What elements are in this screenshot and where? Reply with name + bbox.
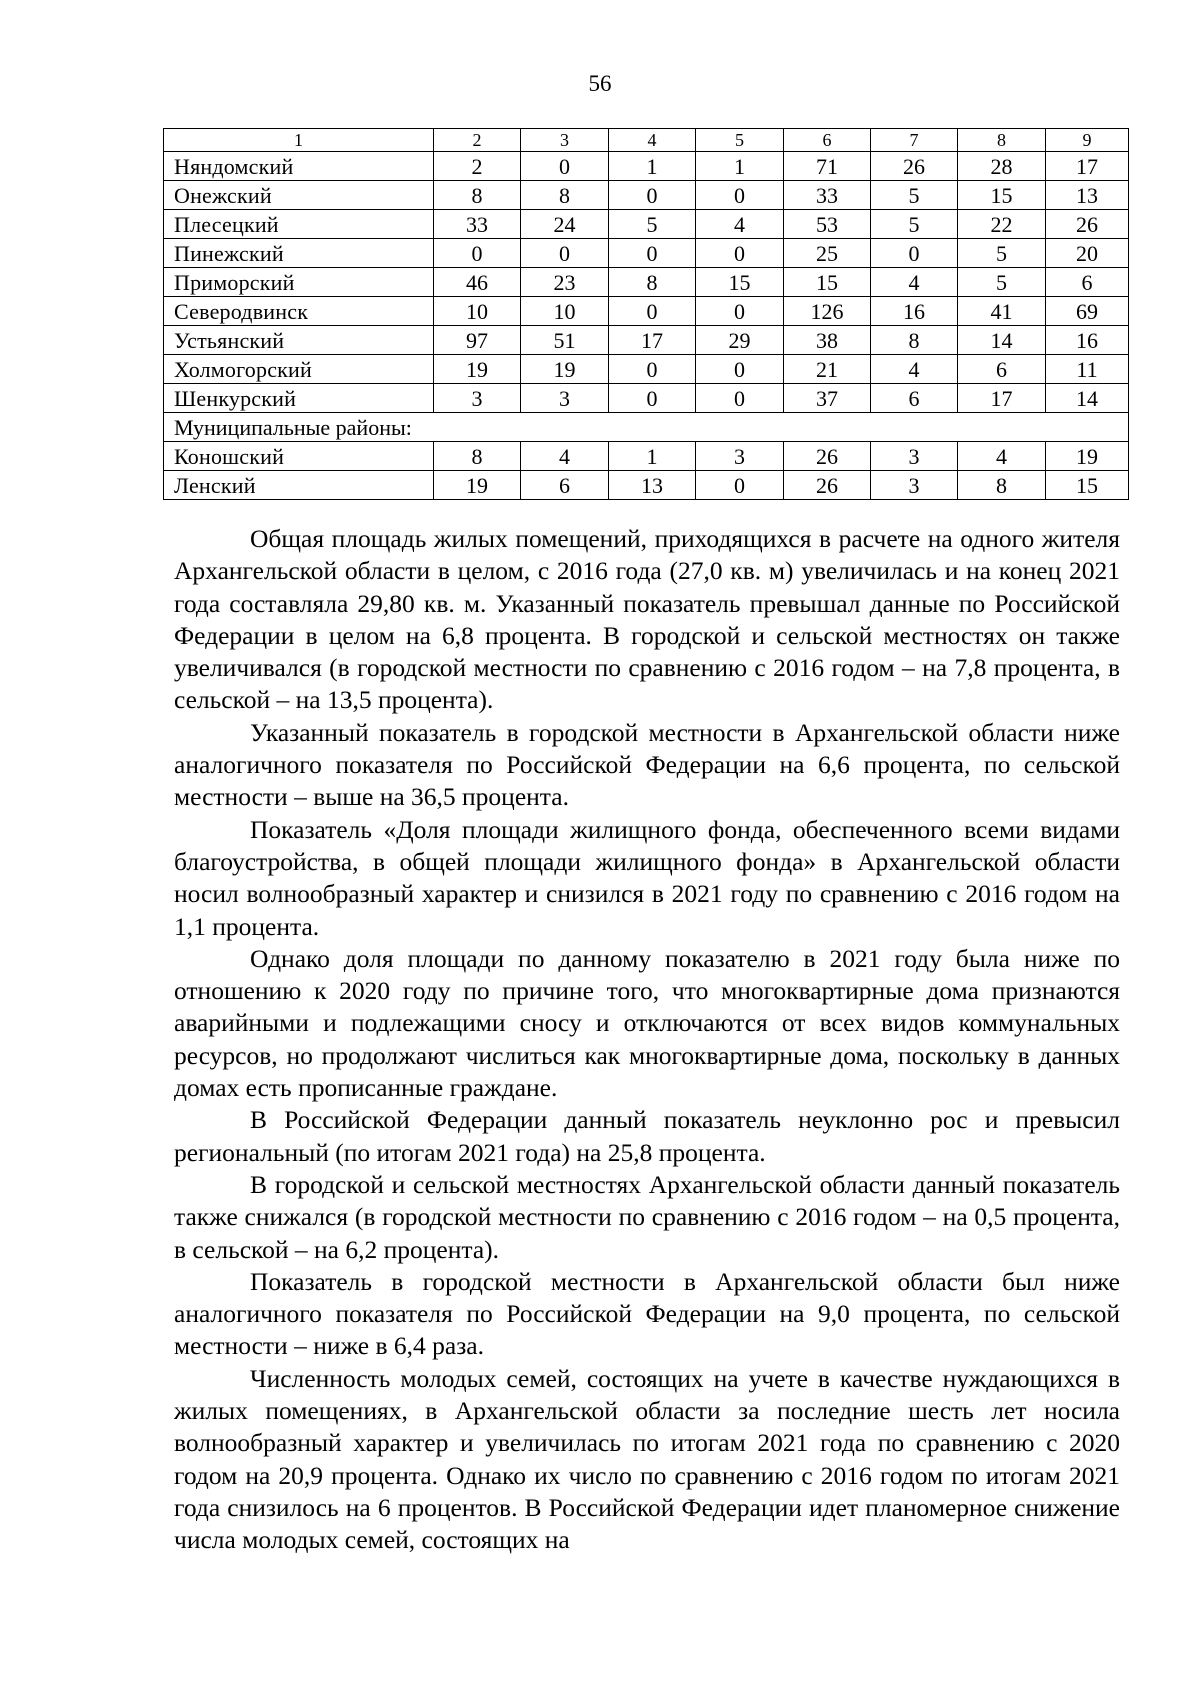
value-cell: 0 [609,181,696,210]
value-cell: 28 [958,152,1046,181]
value-cell: 4 [521,442,609,471]
body-text [174,523,1120,1557]
value-cell: 10 [521,297,609,326]
value-cell: 15 [958,181,1046,210]
row-name-cell: Шенкурский [164,384,434,413]
value-cell: 41 [958,297,1046,326]
value-cell: 13 [1046,181,1129,210]
value-cell: 8 [434,442,521,471]
value-cell: 0 [609,239,696,268]
table-row [164,355,1129,384]
paragraph: Однако доля площади по данному показателю в 2021 году была ниже по отношению к 2020 году по причине того, что многоквартирные дома признаются аварийными и подлежащими сносу и отключаются от всех видов коммунальных ресурсов, но продолжают числиться как многоквартирные дома, поскольку в данных домах есть прописанные граждане. [174,943,1120,1103]
value-cell: 33 [784,181,871,210]
value-cell: 0 [696,471,784,500]
row-name-cell: Коношский [164,442,434,471]
value-cell: 26 [784,442,871,471]
section-label: Муниципальные районы: [164,413,1129,442]
value-cell: 0 [521,239,609,268]
value-cell: 6 [521,471,609,500]
value-cell: 19 [434,471,521,500]
row-name-cell: Плесецкий [164,210,434,239]
table-row [164,210,1129,239]
row-name-cell: Устьянский [164,326,434,355]
value-cell: 13 [609,471,696,500]
row-name-cell: Пинежский [164,239,434,268]
column-header: 7 [871,129,958,152]
value-cell: 0 [521,152,609,181]
value-cell: 21 [784,355,871,384]
table-row [164,297,1129,326]
value-cell: 24 [521,210,609,239]
value-cell: 5 [871,181,958,210]
value-cell: 20 [1046,239,1129,268]
row-name-cell: Няндомский [164,152,434,181]
value-cell: 10 [434,297,521,326]
value-cell: 8 [958,471,1046,500]
value-cell: 53 [784,210,871,239]
value-cell: 22 [958,210,1046,239]
paragraph: Указанный показатель в городской местности в Архангельской области ниже аналогичного показателя по Российской Федерации на 6,6 процента, по сельской местности – выше на 36,5 процента. [174,717,1120,812]
value-cell: 0 [871,239,958,268]
value-cell: 69 [1046,297,1129,326]
row-name-cell: Ленский [164,471,434,500]
table-body [164,129,1129,500]
value-cell: 51 [521,326,609,355]
column-header: 2 [434,129,521,152]
value-cell: 6 [1046,268,1129,297]
value-cell: 19 [434,355,521,384]
value-cell: 0 [609,355,696,384]
value-cell: 8 [871,326,958,355]
value-cell: 3 [434,384,521,413]
value-cell: 38 [784,326,871,355]
column-header: 5 [696,129,784,152]
column-header: 8 [958,129,1046,152]
value-cell: 4 [871,268,958,297]
value-cell: 0 [696,181,784,210]
value-cell: 4 [696,210,784,239]
table-row [164,442,1129,471]
page-number: 56 [588,71,612,96]
paragraph: В городской и сельской местностях Архангельской области данный показатель также снижался (в городской местности по сравнению с 2016 годом – на 0,5 процента, в сельской – на 6,2 процента). [174,1169,1120,1264]
value-cell: 25 [784,239,871,268]
value-cell: 26 [871,152,958,181]
value-cell: 33 [434,210,521,239]
value-cell: 5 [871,210,958,239]
value-cell: 8 [521,181,609,210]
paragraph: Показатель в городской местности в Архангельской области был ниже аналогичного показателя по Российской Федерации на 9,0 процента, по сельской местности – ниже в 6,4 раза. [174,1266,1120,1361]
value-cell: 3 [521,384,609,413]
row-name-cell: Онежский [164,181,434,210]
value-cell: 0 [696,355,784,384]
value-cell: 17 [609,326,696,355]
value-cell: 14 [1046,384,1129,413]
table-row [164,152,1129,181]
value-cell: 26 [784,471,871,500]
value-cell: 5 [609,210,696,239]
table-row [164,239,1129,268]
value-cell: 0 [434,239,521,268]
value-cell: 11 [1046,355,1129,384]
value-cell: 6 [871,384,958,413]
paragraph: В Российской Федерации данный показатель неуклонно рос и превысил региональный (по итогам 2021 года) на 25,8 процента. [174,1105,1120,1167]
paragraph: Численность молодых семей, состоящих на учете в качестве нуждающихся в жилых помещениях, в Архангельской области за последние шесть лет носила волнообразный характер и увеличилась по итогам 2021 года по сравнению с 2020 годом на 20,9 процента. Однако их число по сравнению с 2016 годом по итогам 2021 года снизилось на 6 процентов. В Российской Федерации идет планомерное снижение числа молодых семей, состоящих на [174,1363,1120,1555]
value-cell: 19 [1046,442,1129,471]
value-cell: 4 [871,355,958,384]
value-cell: 16 [871,297,958,326]
value-cell: 2 [434,152,521,181]
value-cell: 8 [609,268,696,297]
value-cell: 1 [609,152,696,181]
value-cell: 46 [434,268,521,297]
value-cell: 8 [434,181,521,210]
table-row [164,326,1129,355]
paragraph: Общая площадь жилых помещений, приходящихся в расчете на одного жителя Архангельской области в целом, с 2016 года (27,0 кв. м) увеличилась и на конец 2021 года составляла 29,80 кв. м. Указанный показатель превышал данные по Российской Федерации в целом на 6,8 процента. В городской и сельской местностях он также увеличивался (в городской местности по сравнению с 2016 годом – на 7,8 процента, в сельской – на 13,5 процента). [174,524,1120,715]
value-cell: 97 [434,326,521,355]
table-row [164,384,1129,413]
value-cell: 23 [521,268,609,297]
value-cell: 3 [871,471,958,500]
row-name-cell: Приморский [164,268,434,297]
value-cell: 71 [784,152,871,181]
value-cell: 19 [521,355,609,384]
value-cell: 4 [958,442,1046,471]
table-row [164,471,1129,500]
value-cell: 0 [609,297,696,326]
value-cell: 15 [1046,471,1129,500]
value-cell: 126 [784,297,871,326]
value-cell: 5 [958,239,1046,268]
value-cell: 16 [1046,326,1129,355]
value-cell: 1 [609,442,696,471]
section-row [164,413,1129,442]
value-cell: 1 [696,152,784,181]
value-cell: 14 [958,326,1046,355]
column-header: 4 [609,129,696,152]
value-cell: 3 [696,442,784,471]
table-row [164,268,1129,297]
value-cell: 0 [696,239,784,268]
paragraph: Показатель «Доля площади жилищного фонда, обеспеченного всеми видами благоустройства, в общей площади жилищного фонда» в Архангельской области носил волнообразный характер и снизился в 2021 году по сравнению с 2016 годом на 1,1 процента. [174,814,1120,941]
column-header: 1 [164,129,434,152]
column-header: 9 [1046,129,1129,152]
value-cell: 15 [784,268,871,297]
value-cell: 17 [1046,152,1129,181]
column-header: 3 [521,129,609,152]
table-header-row [164,129,1129,152]
value-cell: 6 [958,355,1046,384]
value-cell: 3 [871,442,958,471]
data-table [163,128,1129,500]
value-cell: 0 [609,384,696,413]
value-cell: 0 [696,297,784,326]
value-cell: 37 [784,384,871,413]
value-cell: 17 [958,384,1046,413]
value-cell: 5 [958,268,1046,297]
row-name-cell: Северодвинск [164,297,434,326]
value-cell: 29 [696,326,784,355]
row-name-cell: Холмогорский [164,355,434,384]
value-cell: 15 [696,268,784,297]
value-cell: 0 [696,384,784,413]
value-cell: 26 [1046,210,1129,239]
table-row [164,181,1129,210]
column-header: 6 [784,129,871,152]
